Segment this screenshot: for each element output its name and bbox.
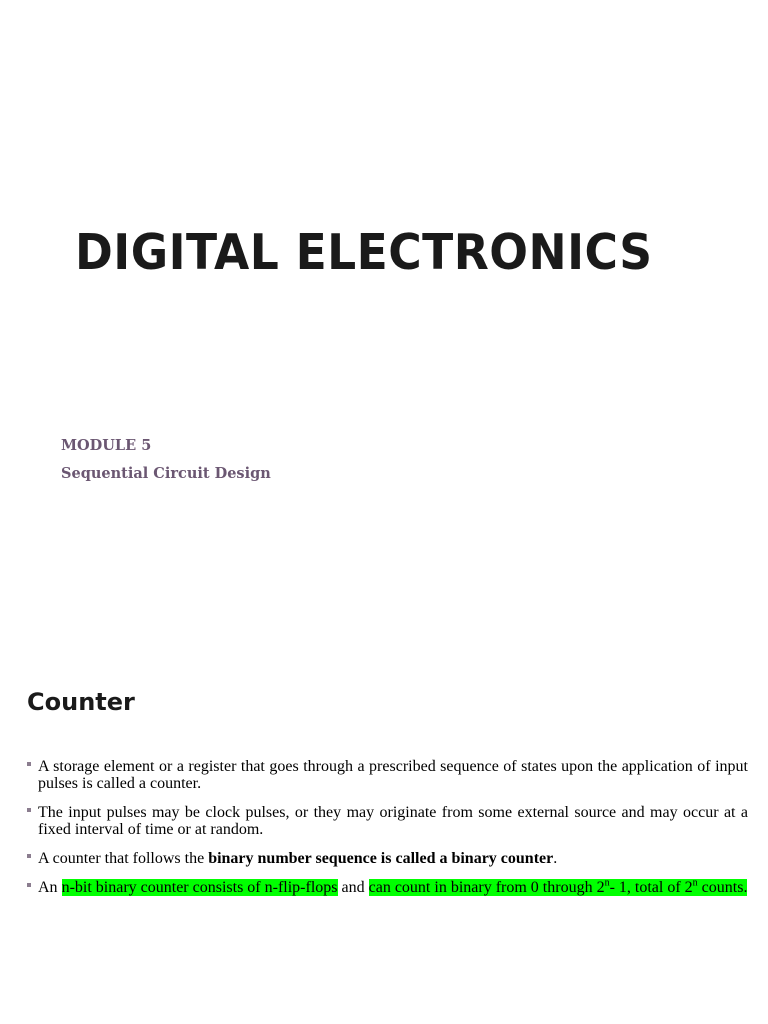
bullet-text: A storage element or a register that goes through a prescribed sequence of states upon the application of input pulses is called a counter. bbox=[38, 758, 748, 792]
highlight-part: can count in binary from 0 through 2 bbox=[368, 879, 605, 896]
bullet-item bbox=[27, 758, 748, 792]
bullet-text-mid: and bbox=[337, 879, 369, 896]
superscript: n bbox=[692, 877, 698, 889]
square-bullet-icon bbox=[27, 854, 31, 858]
module-label: MODULE 5 bbox=[61, 437, 152, 454]
content-slide bbox=[0, 640, 768, 1024]
bullet-text-pre: A counter that follows the bbox=[38, 850, 209, 867]
bullet-text-bold: binary number sequence is called a binary counter bbox=[208, 850, 554, 867]
square-bullet-icon bbox=[27, 808, 31, 812]
square-bullet-icon bbox=[27, 883, 31, 887]
highlighted-text bbox=[369, 879, 748, 896]
superscript: n bbox=[604, 877, 610, 889]
bullet-text-pre: An bbox=[38, 879, 62, 896]
bullet-text: The input pulses may be clock pulses, or they may originate from some external source and may occur at a fixed interval of time or at random. bbox=[38, 804, 748, 838]
square-bullet-icon bbox=[27, 762, 31, 766]
module-subtitle: Sequential Circuit Design bbox=[61, 465, 271, 482]
highlight-part: counts. bbox=[697, 879, 748, 896]
highlight-part: - 1, total of 2 bbox=[609, 879, 693, 896]
bullet-item bbox=[27, 850, 748, 867]
section-heading: Counter bbox=[27, 688, 135, 716]
main-title: DIGITAL ELECTRONICS bbox=[75, 224, 653, 281]
bullet-item bbox=[27, 879, 748, 896]
bullet-list bbox=[27, 758, 748, 908]
bullet-item bbox=[27, 804, 748, 838]
highlighted-text: n-bit binary counter consists of n-flip-flops bbox=[61, 879, 338, 896]
bullet-text-post: . bbox=[553, 850, 558, 867]
module-block bbox=[61, 432, 271, 488]
